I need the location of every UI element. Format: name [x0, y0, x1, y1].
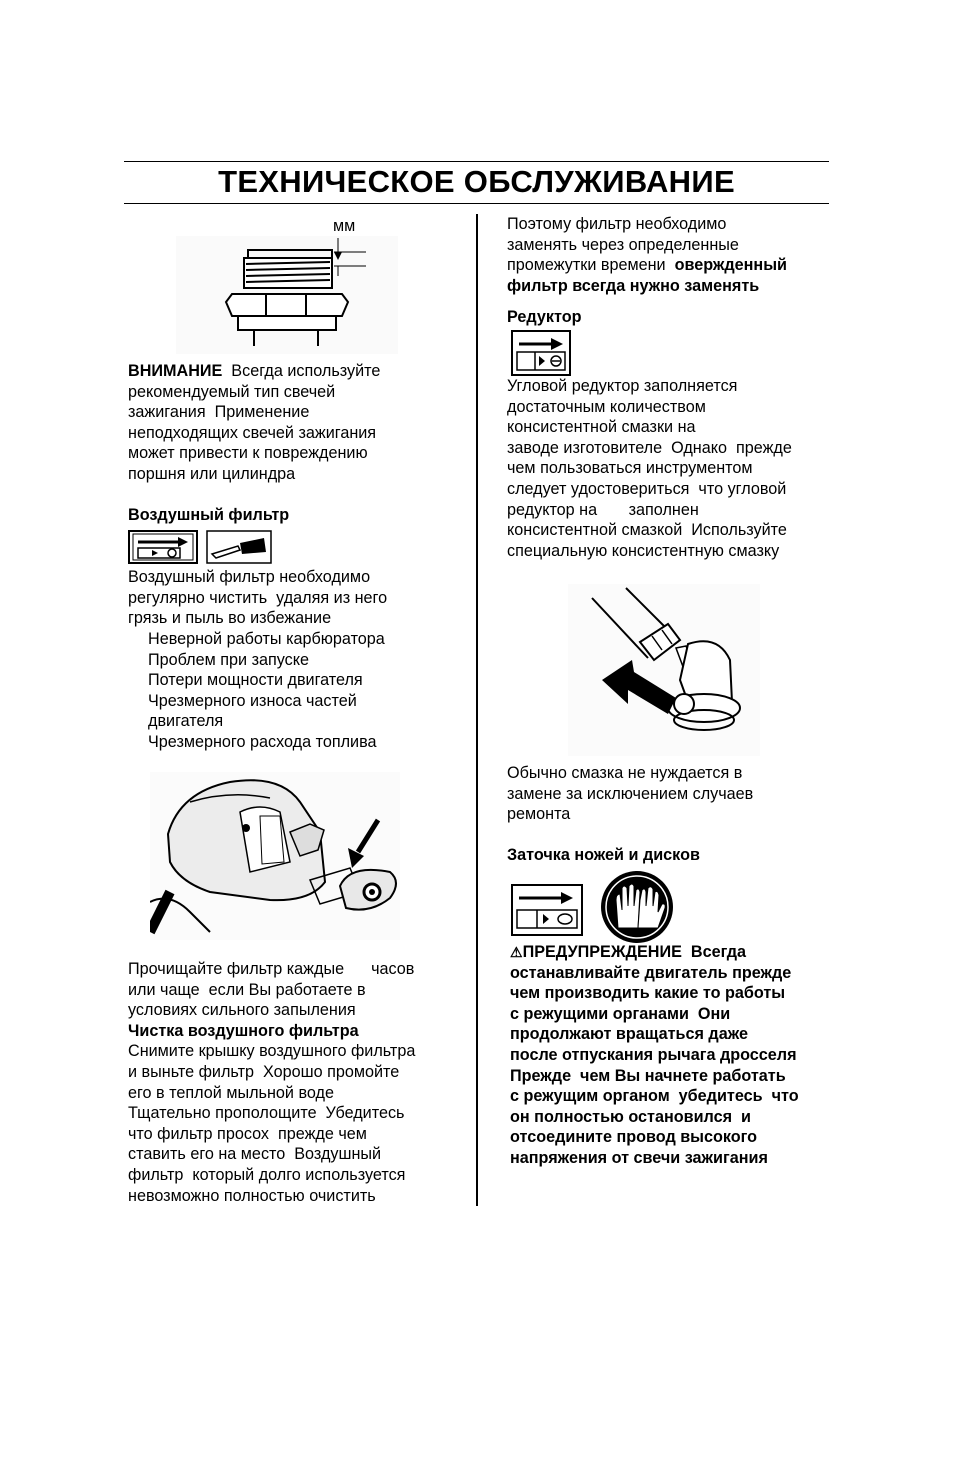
text-line: Тщательно прополощите Убедитесь [128, 1104, 405, 1123]
list-item: Проблем при запуске [148, 650, 310, 669]
warning-line: Прежде чем Вы начнете работать [510, 1066, 786, 1085]
warning-line: после отпускания рычага дросселя [510, 1045, 797, 1064]
text-line: фильтр который долго используется [128, 1165, 406, 1184]
warning-line: продолжают вращаться даже [510, 1025, 748, 1044]
text-line: или чаще если Вы работаете в [128, 980, 366, 999]
text-bold: фильтр всегда нужно заменять [507, 276, 760, 295]
list-item: Чрезмерного расхода топлива [148, 732, 377, 751]
gearbox-text [507, 376, 792, 561]
text-line: что фильтр просох прежде чем [128, 1124, 367, 1143]
title-rule [124, 203, 829, 204]
grease-note [507, 763, 753, 825]
warning-line: Всегда используйте [222, 362, 381, 380]
gearbox-illustration [568, 584, 760, 756]
top-rule [124, 161, 829, 162]
text-bold: овержденный [674, 256, 787, 275]
text-line: регулярно чистить удаляя из него [128, 588, 388, 607]
gearbox-heading: Редуктор [507, 308, 582, 326]
clean-interval [128, 959, 415, 1206]
list-item: Неверной работы карбюратора [148, 630, 385, 648]
text-line: невозможно полностью очистить [128, 1186, 376, 1205]
list-item: двигателя [148, 712, 224, 731]
text-line: его в теплой мыльной воде [128, 1083, 334, 1102]
text-line: специальную консистентную смазку [507, 541, 780, 560]
text-line: и выньте фильтр Хорошо промойте [128, 1062, 400, 1081]
warning-line: с режущими органами Они [510, 1004, 731, 1023]
text-line: консистентной смазкой Используйте [507, 521, 787, 540]
warning-lead: ВНИМАНИЕ [128, 362, 223, 380]
spark-warning [128, 361, 380, 485]
blades-interval-icon [511, 884, 583, 936]
air-filter-intro [128, 567, 387, 629]
column-divider [476, 214, 478, 1206]
text-line: ремонта [507, 805, 571, 824]
warning-line: чем производить какие то работы [510, 984, 786, 1003]
text-line: Прочищайте фильтр каждые часов [128, 960, 415, 978]
gearbox-interval-icon [511, 330, 571, 376]
warning-line: ПРЕДУПРЕЖДЕНИЕ Всегда [522, 943, 746, 961]
air-filter-list [148, 629, 385, 753]
warning-line: с режущим органом убедитесь что [510, 1087, 799, 1106]
text-line: Снимите крышку воздушного фильтра [128, 1042, 416, 1061]
text-line: достаточным количеством [507, 397, 706, 416]
interval-symbol-icon [128, 530, 198, 564]
text-line: Угловой редуктор заполняется [507, 377, 738, 395]
warning-line: останавливайте двигатель прежде [510, 963, 792, 982]
page-title: ТЕХНИЧЕСКОЕ ОБСЛУЖИВАНИЕ [218, 164, 735, 199]
warning-line: зажигания Применение [128, 403, 310, 422]
warning-line: может привести к повреждению [128, 444, 368, 463]
text-line: промежутки времени [507, 256, 675, 275]
replace-filter-text [507, 214, 787, 296]
warning-line: поршня или цилиндра [128, 464, 296, 483]
text-line: следует удостовериться что угловой [507, 479, 787, 498]
air-filter-illustration [150, 772, 400, 940]
text-line: условиях сильного запыления [128, 1001, 356, 1020]
gloves-icon [598, 870, 676, 944]
blades-heading: Заточка ножей и дисков [507, 846, 700, 864]
text-line: заменять через определенные [507, 235, 739, 254]
text-line: Обычно смазка не нуждается в [507, 764, 743, 782]
spark-gap-label: мм [333, 217, 356, 235]
blades-warning [510, 942, 799, 1169]
text-line: грязь и пыль во избежание [128, 609, 332, 628]
text-line: чем пользоваться инструментом [507, 459, 753, 478]
spark-plug-illustration [176, 236, 398, 354]
text-line: Воздушный фильтр необходимо [128, 568, 371, 586]
warning-line: отсоедините провод высокого [510, 1128, 758, 1147]
warning-line: рекомендуемый тип свечей [128, 382, 336, 401]
text-line: редуктор на заполнен [507, 500, 699, 519]
clean-heading: Чистка воздушного фильтра [128, 1021, 359, 1040]
air-filter-heading: Воздушный фильтр [128, 506, 290, 524]
text-line: консистентной смазки на [507, 418, 696, 437]
warning-triangle-icon: ⚠ [510, 944, 523, 960]
warning-line: напряжения от свечи зажигания [510, 1148, 768, 1167]
text-line: заводе изготовителе Однако прежде [507, 438, 792, 457]
warning-line: он полностью остановился и [510, 1107, 752, 1126]
brush-cleaning-icon [206, 530, 272, 564]
text-line: замене за исключением случаев [507, 784, 754, 803]
list-item: Чрезмерного износа частей [148, 691, 357, 710]
text-line: ставить его на место Воздушный [128, 1145, 382, 1164]
list-item: Потери мощности двигателя [148, 671, 363, 690]
warning-line: неподходящих свечей зажигания [128, 423, 377, 442]
text-line: Поэтому фильтр необходимо [507, 215, 727, 233]
